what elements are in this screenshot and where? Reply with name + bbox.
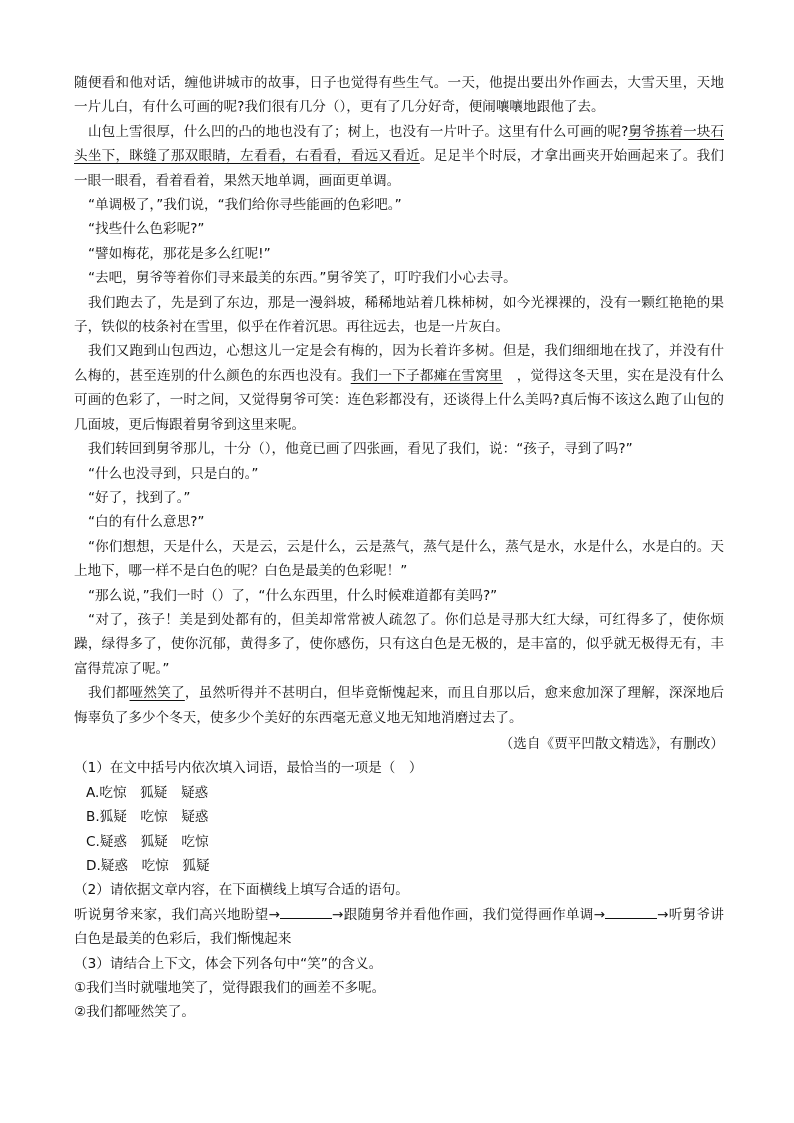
flow-step-3: →听舅爷讲白色是最美的色彩后，我们惭愧起来 xyxy=(74,906,725,948)
paragraph-15: “对了，孩子！美是到处都有的，但美却常常被人疏忽了。你们总是寻那大红大绿，可红得多了，使你烦躁，绿得多了，使你沉郁，黄得多了，使你感伤，只有这白色是无极的，是丰富的，似乎就无极得无有，丰富得荒凉了呢。” xyxy=(74,611,724,677)
paragraph-2-text-a: 山包上雪很厚，什么凹的凸的地也没有了；树上，也没有一片叶子。这里有什么可画的呢? xyxy=(88,123,629,140)
paragraph-16 xyxy=(74,681,724,730)
paragraph-6: “去吧，舅爷等着你们寻来最美的东西。”舅爷笑了，叮咛我们小心去寻。 xyxy=(88,270,517,287)
paragraph-8-text-a: 我们又跑到山包西边，心想这儿一定是会有梅的，因为长着许多树。但是，我们细细地在找了，并没有什么梅的，甚至连别的什么颜色的东西也没有。 xyxy=(74,343,724,384)
question-2-flow xyxy=(74,903,724,952)
paragraph-2-text-b: 。足足半个时辰，才拿出画夹开始画起来了。我们一眼一眼看，看着看着，果然天地单调，画面更单调。 xyxy=(74,148,725,189)
question-1: （1）在文中括号内依次填入词语，最恰当的一项是（ ） xyxy=(74,760,423,777)
underlined-phrase: 哑然笑了 xyxy=(129,685,185,702)
paragraph-12: “白的有什么意思?” xyxy=(88,514,205,531)
question-3: （3）请结合上下文，体会下列各句中“笑”的含义。 xyxy=(74,955,383,972)
paragraph-7: 我们跑去了，先是到了东边，那是一漫斜坡，稀稀地站着几株柿树，如今光裸裸的，没有一颗红艳艳的果子，铁似的枝条衬在雪里，似乎在作着沉思。再往远去，也是一片灰白。 xyxy=(74,294,724,336)
option-d: D.疑惑 吃惊 狐疑 xyxy=(86,858,210,874)
answer-blank-2[interactable] xyxy=(605,903,657,919)
underlined-sentence-1: 舅爷拣着一块石头坐下，眯缝了那双眼睛，左看看，右看看，看远又看近 xyxy=(74,123,724,165)
paragraph-11: “好了，找到了。” xyxy=(88,489,191,506)
passage-body xyxy=(74,71,724,1025)
paragraph-10: “什么也没寻到，只是白的。” xyxy=(88,465,259,482)
answer-blank-1[interactable] xyxy=(280,903,332,919)
paragraph-2 xyxy=(74,120,724,193)
flow-step-2: →跟随舅爷并看他作画，我们觉得画作单调→ xyxy=(331,906,606,923)
paragraph-3: “单调极了，”我们说，“我们给你寻些能画的色彩吧。” xyxy=(88,197,402,214)
flow-step-1: 听说舅爷来家，我们高兴地盼望→ xyxy=(74,906,280,923)
question-2: （2）请依据文章内容，在下面横线上填写合适的语句。 xyxy=(74,882,409,899)
paragraph-16-text-a: 我们都 xyxy=(88,685,130,702)
paragraph-13: “你们想想，天是什么，天是云，云是什么，云是蒸气，蒸气是什么，蒸气是水，水是什么，水是白的。天上地下，哪一样不是白色的呢？白色是最美的色彩呢！” xyxy=(74,538,724,580)
question-3-sentence-1: ①我们当时就嗤地笑了，觉得跟我们的画差不多呢。 xyxy=(74,980,386,997)
option-c: C.疑惑 狐疑 吃惊 xyxy=(86,833,209,850)
paragraph-9: 我们转回到舅爷那儿，十分（），他竟已画了四张画，看见了我们，说：“孩子，寻到了吗?” xyxy=(88,441,633,458)
source-citation: （选自《贾平凹散文精选》，有删改） xyxy=(499,735,724,752)
paragraph-1: 随便看和他对话，缠他讲城市的故事，日子也觉得有些生气。一天，他提出要出外作画去，大雪天里，天地一片儿白，有什么可画的呢?我们很有几分（），更有了几分好奇，便闹嚷嚷地跟他了去。 xyxy=(74,75,724,116)
paragraph-4: “找些什么色彩呢?” xyxy=(88,221,205,238)
paragraph-16-text-b: ，虽然听得并不甚明白，但毕竟惭愧起来，而且自那以后，愈来愈加深了理解，深深地后悔辜负了多少个冬天，使多少个美好的东西毫无意义地无知地消磨过去了。 xyxy=(74,685,725,726)
paragraph-5: “譬如梅花，那花是多么红呢!” xyxy=(88,245,271,262)
option-b: B.狐疑 吃惊 疑惑 xyxy=(86,809,209,826)
paragraph-8 xyxy=(74,339,724,437)
paragraph-14: “那么说，”我们一时（）了，“什么东西里，什么时候难道都有美吗?” xyxy=(88,587,498,604)
question-3-sentence-2: ②我们都哑然笑了。 xyxy=(74,1004,195,1021)
paragraph-8-text-b: ，觉得这冬天里，实在是没有什么可画的色彩了，一时之间，又觉得舅爷可笑：连色彩都没有，还谈得上什么美吗?真后悔不该这么跑了山包的几面坡，更后悔跟着舅爷到这里来呢。 xyxy=(74,367,725,433)
option-a: A.吃惊 狐疑 疑惑 xyxy=(86,784,209,801)
underlined-sentence-2: 我们一下子都瘫在雪窝里 xyxy=(350,367,503,384)
